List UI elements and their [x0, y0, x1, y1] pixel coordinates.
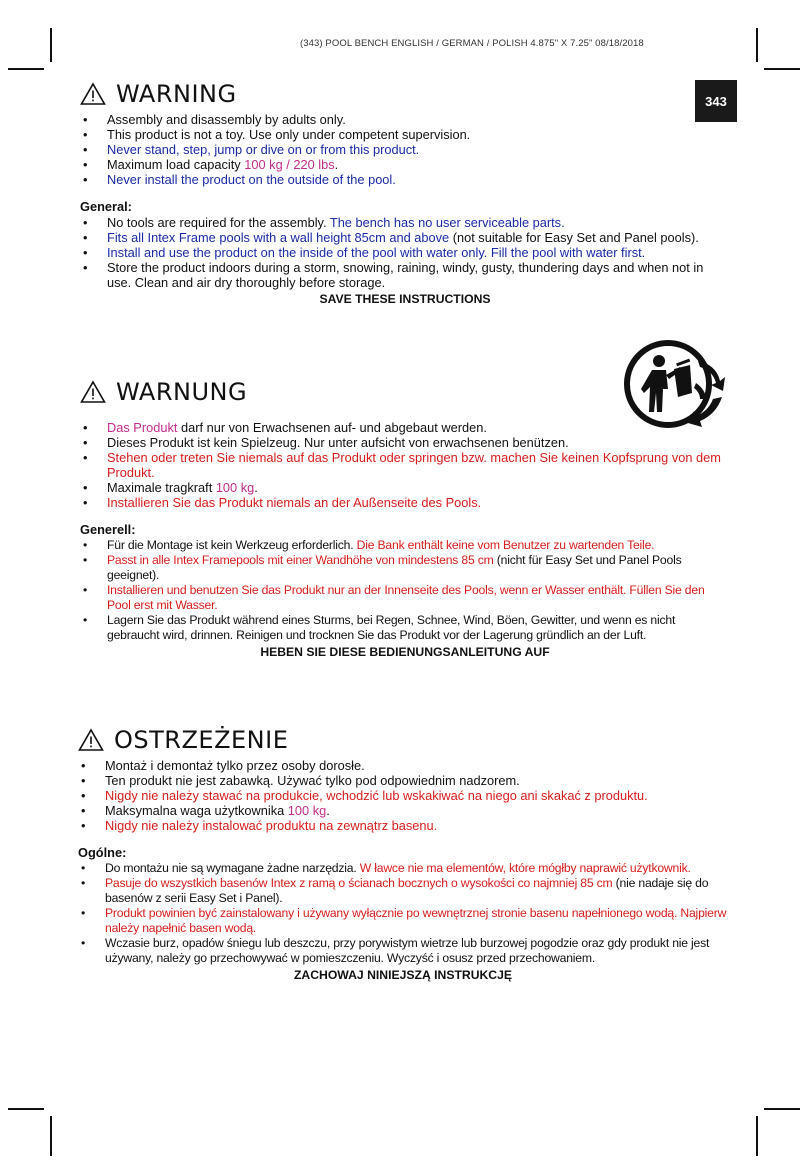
list-item — [78, 876, 728, 906]
list-item — [80, 420, 730, 435]
list-item — [78, 803, 728, 818]
general-heading: Ogólne: — [78, 845, 127, 860]
title-text: WARNUNG — [116, 378, 248, 406]
item-text: Nigdy nie należy stawać na produkcie, wchodzić lub wskakiwać na niego ani skakać z produktu. — [105, 788, 648, 803]
page-number-badge: 343 — [695, 80, 737, 122]
list-item — [80, 127, 730, 142]
item-text: Installieren Sie das Produkt niemals an der Außenseite des Pools. — [107, 495, 482, 510]
item-text: Nigdy nie należy instalować produktu na zewnątrz basenu. — [105, 818, 438, 833]
german-section — [80, 378, 730, 659]
item-text: Install and use the product on the inside of the pool with water only. Fill the pool with water first. — [107, 245, 646, 260]
title-text: OSTRZEŻENIE — [114, 726, 289, 754]
general-list — [78, 861, 728, 966]
crop-mark — [756, 28, 758, 62]
item-text: The bench has no user serviceable parts. — [329, 215, 565, 230]
item-text: Maksymalna waga użytkownika — [105, 803, 288, 818]
warning-triangle-icon — [80, 380, 106, 404]
list-item — [78, 906, 728, 936]
crop-mark — [8, 68, 44, 70]
item-text: This product is not a toy. Use only under competent supervision. — [107, 127, 471, 142]
item-text: Ten produkt nie jest zabawką. Używać tylko pod odpowiednim nadzorem. — [105, 773, 520, 788]
item-text: Assembly and disassembly by adults only. — [107, 112, 346, 127]
warning-list — [78, 758, 728, 833]
list-item — [80, 435, 730, 450]
item-text: 100 kg — [287, 803, 327, 818]
save-instructions: SAVE THESE INSTRUCTIONS — [319, 292, 491, 306]
list-item — [80, 583, 730, 613]
polish-section — [78, 726, 728, 982]
warning-list — [80, 112, 730, 187]
item-text: Die Bank enthält keine vom Benutzer zu wartenden Teile. — [356, 538, 655, 552]
crop-mark — [50, 1116, 52, 1156]
general-list — [80, 215, 730, 290]
item-text: Montaż i demontaż tylko przez osoby dorosłe. — [105, 758, 365, 773]
list-item — [80, 230, 730, 245]
item-text: Never stand, step, jump or dive on or from this product. — [107, 142, 420, 157]
item-text: 100 kg / 220 lbs — [244, 157, 335, 172]
item-text: Store the product indoors during a storm, snowing, raining, windy, gusty, thundering days and when not in use. Clean and air dry thoroughly before storage. — [107, 260, 704, 290]
item-text: Fits all Intex Frame pools with a wall height 85cm and above — [107, 230, 450, 245]
crop-mark — [8, 1108, 44, 1110]
item-text: . — [326, 803, 330, 818]
save-instructions: ZACHOWAJ NINIEJSZĄ INSTRUKCJĘ — [293, 968, 513, 982]
item-text: Never install the product on the outside of the pool. — [107, 172, 396, 187]
list-item — [80, 450, 730, 480]
list-item — [78, 758, 728, 773]
list-item — [80, 245, 730, 260]
crop-mark — [764, 1108, 800, 1110]
list-item — [80, 553, 730, 583]
list-item — [80, 215, 730, 230]
list-item — [80, 480, 730, 495]
save-instructions: HEBEN SIE DIESE BEDIENUNGSANLEITUNG AUF — [260, 645, 550, 659]
item-text: (not suitable for Easy Set and Panel pools). — [449, 230, 699, 245]
list-item — [80, 613, 730, 643]
item-text: Do montażu nie są wymagane żadne narzędzia. — [105, 861, 360, 875]
item-text: Maximum load capacity — [107, 157, 245, 172]
list-item — [80, 142, 730, 157]
item-text: Lagern Sie das Produkt während eines Sturms, bei Regen, Schnee, Wind, Böen, Gewitter, und wenn es nicht gebraucht wird, drinnen. Reinigen und trocknen Sie das Produkt vor der Lagerung gründlich an der Luft. — [107, 613, 676, 642]
list-item — [80, 495, 730, 510]
item-text: (nie nadaje się do basenów z serii Easy Set i Panel). — [105, 876, 709, 905]
crop-mark — [756, 1116, 758, 1156]
item-text: . — [254, 480, 258, 495]
item-text: Maximale tragkraft — [107, 480, 216, 495]
item-text: Stehen oder treten Sie niemals auf das Produkt oder springen bzw. machen Sie keinen Kopfsprung von dem Produkt. — [107, 450, 721, 480]
list-item — [80, 157, 730, 172]
warning-triangle-icon — [80, 82, 106, 106]
item-text: darf nur von Erwachsenen auf- und abgebaut werden. — [177, 420, 487, 435]
crop-mark — [50, 28, 52, 62]
section-title — [80, 378, 730, 406]
list-item — [78, 818, 728, 833]
item-text: Wczasie burz, opadów śniegu lub deszczu, przy porywistym wietrze lub burzowej pogodzie oraz gdy produkt nie jest używany, należy go przechowywać w pomieszczeniu. Wyczyść i osusz przed przechowaniem. — [105, 936, 710, 965]
section-title — [78, 726, 728, 754]
general-heading: General: — [80, 199, 132, 214]
list-item — [78, 788, 728, 803]
general-heading: Generell: — [80, 522, 136, 537]
item-text: Pasuje do wszystkich basenów Intex z ramą o ścianach bocznych o wysokości co najmniej 85 cm — [105, 876, 613, 890]
item-text: 100 kg — [215, 480, 255, 495]
item-text: Passt in alle Intex Framepools mit einer Wandhöhe von mindestens 85 cm — [107, 553, 494, 567]
item-text: No tools are required for the assembly. — [107, 215, 330, 230]
item-text: . — [334, 157, 339, 172]
english-section — [80, 80, 730, 306]
warning-list — [80, 420, 730, 510]
list-item — [80, 538, 730, 553]
list-item — [78, 936, 728, 966]
page-header: (343) POOL BENCH ENGLISH / GERMAN / POLISH 4.875" X 7.25" 08/18/2018 — [300, 38, 644, 49]
item-text: Für die Montage ist kein Werkzeug erforderlich. — [107, 538, 357, 552]
section-title — [80, 80, 730, 108]
list-item — [80, 260, 730, 290]
crop-mark — [764, 68, 800, 70]
warning-triangle-icon — [78, 728, 104, 752]
list-item — [78, 773, 728, 788]
general-list — [80, 538, 730, 643]
title-text: WARNING — [116, 80, 237, 108]
item-text: Dieses Produkt ist kein Spielzeug. Nur unter aufsicht von erwachsenen benützen. — [107, 435, 569, 450]
item-text: (nicht für Easy Set und Panel Pools geeignet). — [107, 553, 682, 582]
item-text: Installieren und benutzen Sie das Produkt nur an der Innenseite des Pools, wenn er Wasser enthält. Füllen Sie den Pool erst mit Wasser. — [107, 583, 705, 612]
item-text: W ławce nie ma elementów, które mógłby naprawić użytkownik. — [359, 861, 691, 875]
list-item — [78, 861, 728, 876]
item-text: Das Produkt — [107, 420, 178, 435]
list-item — [80, 112, 730, 127]
list-item — [80, 172, 730, 187]
item-text: Produkt powinien być zainstalowany i używany wyłącznie po wewnętrznej stronie basenu napełnionego wodą. Najpierw należy napełnić basen wodą. — [105, 906, 727, 935]
